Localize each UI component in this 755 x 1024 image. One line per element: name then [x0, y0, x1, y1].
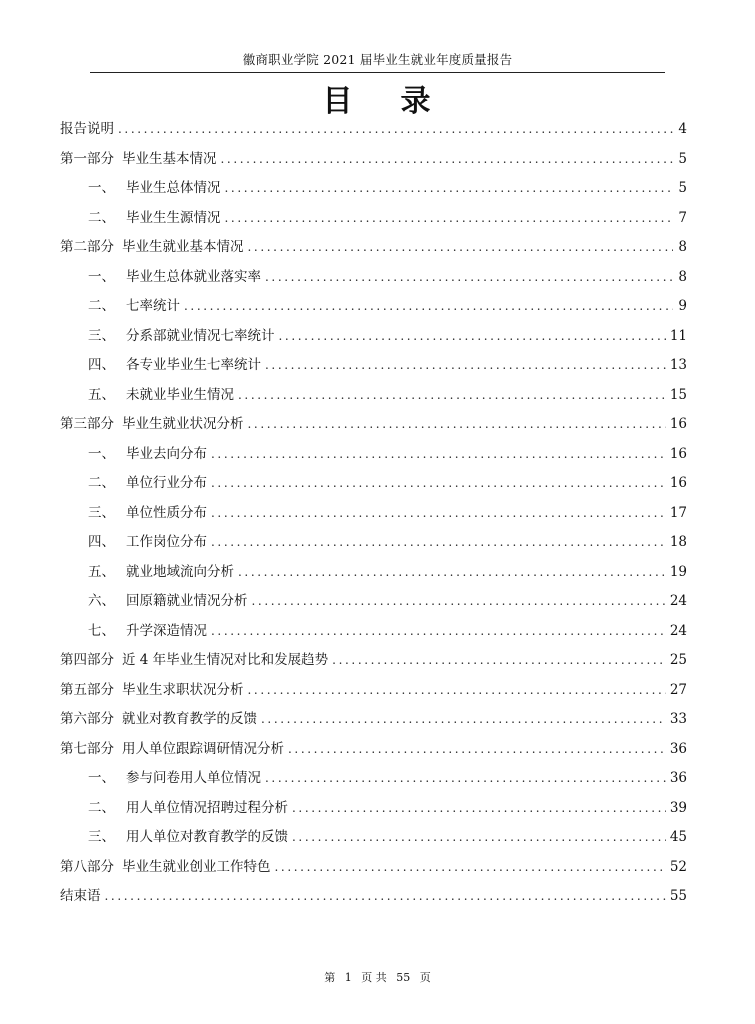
toc-entry-label: 就业对教育教学的反馈 [122, 711, 257, 727]
toc-entry-page: 11 [669, 327, 687, 344]
toc-entry-label: 升学深造情况 [126, 622, 207, 639]
toc-dot-leader [292, 794, 666, 824]
toc-entry-page: 17 [669, 504, 687, 521]
toc-entry-label: 报告说明 [60, 121, 114, 137]
toc-dot-leader [248, 410, 666, 440]
footer-prefix: 第 [324, 971, 336, 984]
toc-entry-label: 回原籍就业情况分析 [126, 593, 248, 609]
toc-entry-page: 5 [678, 180, 687, 196]
toc-entry-number: 一、 [88, 180, 115, 196]
toc-entry-label: 毕业生总体就业落实率 [126, 268, 261, 285]
toc-entry-label: 七率统计 [126, 298, 180, 314]
toc-entry-page: 19 [669, 563, 687, 580]
toc-dot-leader [211, 528, 666, 558]
toc-entry[interactable] [60, 764, 687, 794]
toc-entry-label: 用人单位对教育教学的反馈 [126, 829, 288, 845]
toc-entry[interactable] [60, 617, 687, 647]
footer-mid: 页 共 [361, 971, 387, 984]
toc-entry-page: 5 [678, 150, 687, 167]
footer-current-page: 1 [344, 971, 352, 984]
title-char-right: 录 [400, 84, 433, 119]
toc-dot-leader [225, 204, 674, 234]
toc-entry-page: 36 [669, 740, 687, 757]
toc-entry[interactable] [60, 853, 687, 883]
toc-entry-label: 单位性质分布 [126, 504, 207, 521]
toc-entry[interactable] [60, 587, 687, 617]
toc-entry-number: 五、 [88, 563, 115, 580]
toc-entry-number: 第三部分 [60, 416, 114, 432]
toc-dot-leader [238, 381, 666, 411]
toc-entry[interactable] [60, 322, 687, 352]
toc-entry-page: 39 [669, 799, 687, 816]
footer-total-pages: 55 [396, 971, 411, 984]
toc-entry-page: 25 [669, 652, 687, 668]
toc-dot-leader [225, 174, 674, 204]
toc-entry[interactable] [60, 882, 687, 912]
toc-dot-leader [292, 823, 666, 853]
toc-entry-label: 毕业去向分布 [126, 445, 207, 462]
toc-entry-label: 用人单位情况招聘过程分析 [126, 799, 288, 816]
toc-entry-number: 第一部分 [60, 150, 114, 167]
toc-entry-label: 单位行业分布 [126, 475, 207, 491]
toc-dot-leader [211, 440, 666, 470]
toc-entry[interactable] [60, 145, 687, 175]
toc-entry-number: 第七部分 [60, 740, 114, 757]
toc-entry-page: 18 [669, 534, 687, 550]
toc-entry[interactable] [60, 381, 687, 411]
table-of-contents [60, 115, 687, 912]
toc-entry-label: 毕业生基本情况 [122, 150, 217, 167]
toc-dot-leader [238, 558, 666, 588]
toc-entry-page: 7 [678, 209, 687, 226]
toc-entry-page: 36 [669, 770, 687, 786]
page-footer [0, 970, 755, 986]
toc-entry-page: 45 [669, 829, 687, 845]
toc-entry-number: 三、 [88, 504, 115, 521]
toc-entry[interactable] [60, 410, 687, 440]
toc-entry[interactable] [60, 558, 687, 588]
toc-entry[interactable] [60, 292, 687, 322]
toc-entry-number: 一、 [88, 268, 115, 285]
toc-dot-leader [332, 646, 666, 676]
toc-entry[interactable] [60, 528, 687, 558]
toc-entry[interactable] [60, 174, 687, 204]
toc-entry-number: 七、 [88, 622, 115, 639]
toc-entry-page: 4 [678, 121, 687, 137]
toc-entry-number: 第四部分 [60, 652, 114, 668]
toc-entry-page: 9 [678, 298, 687, 314]
toc-entry-number: 三、 [88, 327, 115, 344]
toc-dot-leader [211, 469, 666, 499]
toc-entry[interactable] [60, 263, 687, 293]
toc-entry-label: 毕业生总体情况 [126, 180, 221, 196]
toc-entry-number: 第八部分 [60, 858, 114, 875]
toc-dot-leader [279, 322, 666, 352]
toc-entry-label: 毕业生求职状况分析 [122, 681, 244, 698]
toc-entry-label: 未就业毕业生情况 [126, 386, 234, 403]
toc-entry[interactable] [60, 469, 687, 499]
toc-entry-page: 8 [678, 268, 687, 285]
toc-entry[interactable] [60, 440, 687, 470]
toc-entry-number: 四、 [88, 357, 115, 373]
toc-entry[interactable] [60, 705, 687, 735]
toc-entry-number: 六、 [88, 593, 115, 609]
toc-entry-page: 15 [669, 386, 687, 403]
toc-entry[interactable] [60, 646, 687, 676]
toc-entry-label: 毕业生就业状况分析 [122, 416, 244, 432]
toc-entry[interactable] [60, 735, 687, 765]
toc-entry-number: 二、 [88, 209, 115, 226]
toc-dot-leader [265, 764, 666, 794]
toc-entry-number: 四、 [88, 534, 115, 550]
toc-entry[interactable] [60, 115, 687, 145]
toc-entry-number: 二、 [88, 799, 115, 816]
toc-entry-number: 二、 [88, 475, 115, 491]
running-header [90, 50, 665, 73]
toc-dot-leader [265, 351, 666, 381]
toc-entry-page: 33 [669, 711, 687, 727]
toc-dot-leader [265, 263, 673, 293]
toc-entry-number: 五、 [88, 386, 115, 403]
toc-dot-leader [118, 115, 673, 145]
toc-entry-page: 16 [669, 416, 687, 432]
toc-entry[interactable] [60, 204, 687, 234]
toc-entry-number: 二、 [88, 298, 115, 314]
toc-entry-number: 第二部分 [60, 239, 114, 255]
toc-entry-label: 结束语 [60, 888, 101, 904]
toc-entry[interactable] [60, 233, 687, 263]
toc-entry-page: 16 [669, 475, 687, 491]
toc-dot-leader [248, 676, 666, 706]
toc-entry-page: 24 [669, 593, 687, 609]
toc-entry[interactable] [60, 676, 687, 706]
toc-entry-page: 8 [678, 239, 687, 255]
toc-entry-number: 一、 [88, 445, 115, 462]
toc-entry-page: 52 [669, 858, 687, 875]
toc-entry-label: 分系部就业情况七率统计 [126, 327, 275, 344]
toc-entry-label: 近 4 年毕业生情况对比和发展趋势 [122, 652, 329, 668]
footer-suffix: 页 [419, 971, 431, 984]
toc-entry-page: 16 [669, 445, 687, 462]
toc-entry-label: 工作岗位分布 [126, 534, 207, 550]
toc-dot-leader [275, 853, 666, 883]
toc-entry-label: 毕业生就业创业工作特色 [122, 858, 271, 875]
toc-entry[interactable] [60, 351, 687, 381]
toc-dot-leader [211, 499, 666, 529]
toc-entry-page: 24 [669, 622, 687, 639]
toc-dot-leader [105, 882, 666, 912]
title-char-left: 目 [322, 84, 355, 119]
toc-entry-page: 13 [669, 357, 687, 373]
toc-entry-label: 毕业生生源情况 [126, 209, 221, 226]
toc-dot-leader [252, 587, 666, 617]
header-text: 徽商职业学院 2021 届毕业生就业年度质量报告 [242, 52, 513, 67]
toc-entry[interactable] [60, 499, 687, 529]
toc-entry[interactable] [60, 823, 687, 853]
toc-entry-number: 第五部分 [60, 681, 114, 698]
toc-entry-page: 55 [669, 888, 687, 904]
toc-entry-label: 参与问卷用人单位情况 [126, 770, 261, 786]
toc-entry-label: 毕业生就业基本情况 [122, 239, 244, 255]
toc-dot-leader [261, 705, 666, 735]
toc-dot-leader [184, 292, 673, 322]
toc-entry-page: 27 [669, 681, 687, 698]
toc-entry-label: 用人单位跟踪调研情况分析 [122, 740, 284, 757]
toc-entry-label: 各专业毕业生七率统计 [126, 357, 261, 373]
toc-entry-number: 第六部分 [60, 711, 114, 727]
toc-entry-label: 就业地域流向分析 [126, 563, 234, 580]
toc-entry-number: 一、 [88, 770, 115, 786]
toc-entry[interactable] [60, 794, 687, 824]
toc-dot-leader [248, 233, 674, 263]
toc-dot-leader [221, 145, 674, 175]
toc-dot-leader [288, 735, 666, 765]
toc-dot-leader [211, 617, 666, 647]
toc-entry-number: 三、 [88, 829, 115, 845]
